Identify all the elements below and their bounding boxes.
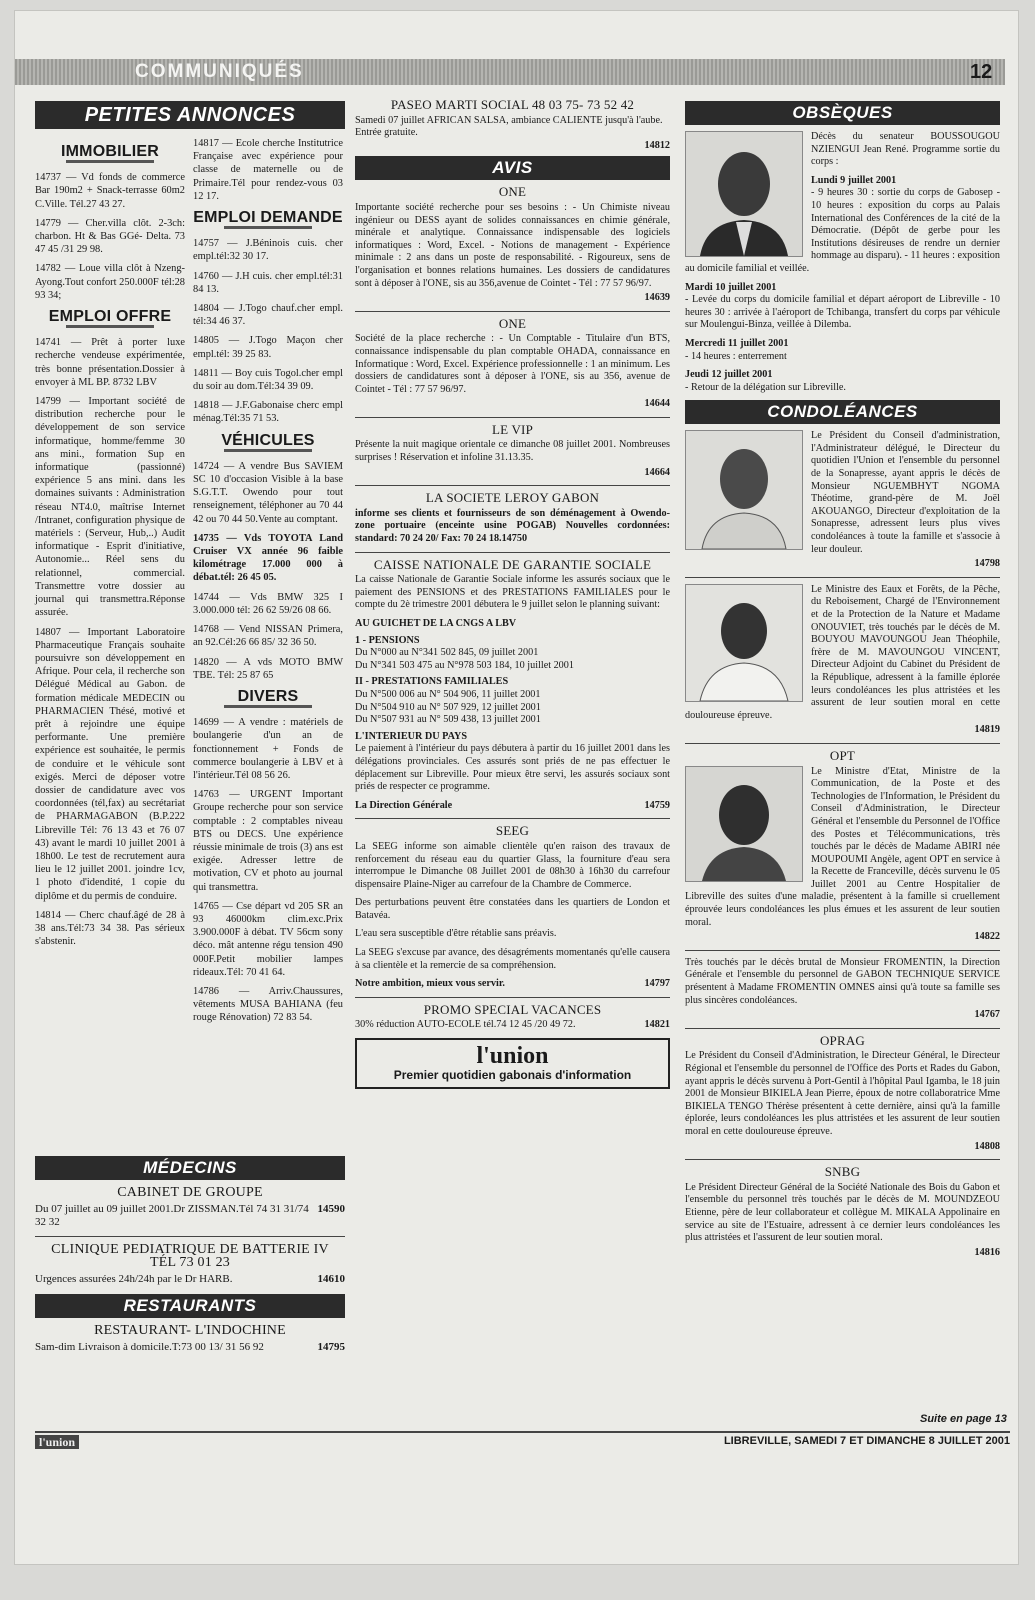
condoleance-text: Très touchés par le décès brutal de Monsieur FROMENTIN, la Direction Générale et l'ensemble du personnel de GABON TECHNIQUE SERVICE présentent à Madame FROMENTIN OMNES ainsi qu'à toute sa famille ses plus sincères condoléances. bbox=[685, 956, 1000, 1006]
one-text: Société de la place recherche : - Un Comptable - Titulaire d'un BTS, connaissance indispensable du plan comptable OHADA, connaissance en Informatique : Word, Excel. Expérience professionnelle : 1 an minimum. Les dossiers de candidatures sont à déposer à l'ONE, sis au 356, avenue de Cointet - Tél : 77 57 96/97. bbox=[355, 333, 670, 395]
cngs-pension-line: Du N°000 au N°341 502 845, 09 juillet 2001 bbox=[355, 647, 539, 659]
obseques-day-text: - Levée du corps du domicile familial et départ aéroport de Libreville - 10 heures 30 : arrivée à l'aéroport de Tchibanga, transfert du corps par véhicule sur Moulengui-Binza, veillée à Dilemba. bbox=[685, 294, 1000, 331]
promo-text: 30% réduction AUTO-ECOLE tél.74 12 45 /20 49 72. bbox=[355, 1019, 576, 1031]
clinique-text: Urgences assurées 24h/24h par le Dr HARB. bbox=[35, 1272, 233, 1285]
portrait-photo bbox=[685, 430, 803, 550]
cngs-interieur-text: Le paiement à l'intérieur du pays débutera à partir du 16 juillet 2001 dans les délégations provinciales. Ces assurés sont priés de ne pas effectuer le déplacement sur Libreville. Pour mieux être servi, les assurés sociaux sont priés de respecter ce programme. bbox=[355, 743, 670, 793]
cngs-sign: La Direction Générale bbox=[355, 799, 453, 811]
restaurants-header: RESTAURANTS bbox=[35, 1294, 345, 1318]
section-divider bbox=[66, 160, 154, 163]
restaurant-name: RESTAURANT- L'INDOCHINE bbox=[94, 1323, 286, 1338]
condoleance-text: Le Président Directeur Général de la Société Nationale des Bois du Gabon et l'ensemble du personnel très touchés par le décès de M. MOUNDZEOU Etienne, père de leur collaborateur et collègue M. MIKALA Appolinaire en service au site de l'Estuaire, adressent à ce dernier leurs condoléances les plus attristées et l'assurent de leur soutien moral. bbox=[685, 1181, 1000, 1244]
divider bbox=[355, 997, 670, 998]
obseques-day-text: - 14 heures : enterrement bbox=[685, 350, 787, 362]
obseques-intro: Décès du senateur BOUSSOUGOU NZIENGUI Jean René. Programme sortie du corps : bbox=[811, 131, 1000, 168]
seeg-text: La SEEG informe son aimable clientèle qu'en raison des travaux de renforcement du réseau eau du quartier Glass, la fourniture d'eau sera interrompue le Dimanche 08 Juillet 2001 de 08h30 à 16h30 du carrefour dispensaire Plaine-Niger au carrefour de la Chambre de Commerce. bbox=[355, 840, 670, 890]
column-b bbox=[193, 137, 343, 1031]
ad-ref: 14798 bbox=[974, 558, 1000, 570]
obseques-day: Mardi 10 juillet 2001 bbox=[685, 281, 777, 293]
ad-item: 14814 — Cherc chauf.âgé de 28 à 38 ans.Tél:73 34 38. Pas sérieux s'abstenir. bbox=[35, 909, 185, 948]
ad-item: 14763 — URGENT Important Groupe recherche pour son service comptable : 2 comptables niveau BTS ou DECS. Une expérience réussie minimale de trois (3) ans est exigée. Adresser lettre de motivation, CV et photo au journal qui transmettra. bbox=[193, 789, 343, 893]
seeg-text-3: L'eau sera susceptible d'être rétablie sans préavis. bbox=[355, 928, 557, 940]
column-a bbox=[35, 137, 185, 954]
divider bbox=[355, 485, 670, 486]
divider bbox=[355, 417, 670, 418]
seeg-sign: Notre ambition, mieux vous servir. bbox=[355, 978, 505, 990]
ad-ref: 14821 bbox=[644, 1019, 670, 1031]
divider bbox=[355, 311, 670, 312]
ad-item: 14818 — J.F.Gabonaise cherc empl ménag.Tél:35 71 53. bbox=[193, 400, 343, 425]
portrait-photo bbox=[685, 584, 803, 702]
obseques-day-text: - 9 heures 30 : sortie du corps de Gabosep - 10 heures : exposition du corps au Palais International des Conférences de la cité de la Démocratie. (Dépôt de gerbe pour les Institutions désireuses de rendre un dernier hommage au disparu). - 11 heures : exposition au domicile familial et veillée. bbox=[685, 187, 1000, 274]
obseques-day-text: - Retour de la délégation sur Libreville. bbox=[685, 381, 846, 393]
union-tagline: Premier quotidien gabonais d'information bbox=[393, 1068, 632, 1083]
ad-item: 14744 — Vds BMW 325 I 3.000.000 tél: 26 62 59/26 08 66. bbox=[193, 591, 343, 616]
seeg-text-2: Des perturbations peuvent être constatées dans les quartiers de London et Batavéa. bbox=[355, 897, 670, 921]
ad-item: 14699 — A vendre : matériels de boulangerie d'un an de fonctionnement + Fonds de commerce boulangerie à LBV et à l'intérieur.Tél 08 56 26. bbox=[193, 717, 343, 781]
condoleance-text: Le Président du Conseil d'Administration, le Directeur Général, le Directeur Régional et l'ensemble du personnel de l'Office des Ports et Rades du Gabon, ayant appris le décès survenu à Port-Gentil à l'hôpital Paul Igamba, le 18 juin 2001 de Monsieur BIKIELA Jean Pierre, époux de notre collaboratrice Mme BIKIELA TENGO Thérèse présentent à cette dernière, ainsi qu'à la famille éplorée, leurs condoléances les plus attristées et les assurent de leur soutien moral en cette douloureuse épreuve. bbox=[685, 1050, 1000, 1137]
condoleance-heading: OPT bbox=[829, 747, 856, 763]
one-heading: ONE bbox=[498, 315, 527, 331]
one-heading: ONE bbox=[498, 184, 527, 200]
ad-item: 14817 — Ecole cherche Institutrice Française avec expérience pour classe de maternelle ou de Primaire.Tél pour rendez-vous 03 12 17. bbox=[193, 138, 343, 202]
ad-ref: 14610 bbox=[317, 1272, 345, 1285]
ad-ref: 14812 bbox=[644, 139, 670, 151]
ad-item: 14724 — A vendre Bus SAVIEM SC 10 d'occasion Visible à la base S.G.T.T. Owendo pour tout renseignement, téléphoner au 70 44 42 ou 70 44 50.Vente au comptant. bbox=[193, 460, 343, 525]
ad-ref: 14808 bbox=[974, 1140, 1000, 1152]
ad-ref: 14822 bbox=[974, 931, 1000, 943]
obseques-day: Jeudi 12 juillet 2001 bbox=[685, 369, 773, 381]
medecins-block bbox=[35, 1156, 345, 1354]
section-divider bbox=[224, 226, 312, 229]
immobilier-heading: IMMOBILIER bbox=[61, 143, 159, 160]
cabinet-row bbox=[35, 1203, 345, 1230]
ad-ref: 14644 bbox=[644, 398, 670, 410]
leroy-text: informe ses clients et fournisseurs de son déménagement à Owendo- zone portuaire (enceinte usine POGAB) Nouvelles cordonnées: standard: 70 24 20/ Fax: 70 24 18.14750 bbox=[355, 507, 670, 545]
paseo-title: PASEO MARTI SOCIAL 48 03 75- 73 52 42 bbox=[390, 97, 635, 112]
ad-item: 14737 — Vd fonds de commerce Bar 190m2 + Snack-terrasse 60m2 C.Ville. Tél.27 43 27. bbox=[35, 172, 185, 210]
section-divider bbox=[66, 325, 154, 328]
divider bbox=[685, 577, 1000, 578]
continued-on-page: Suite en page 13 bbox=[920, 1413, 1007, 1425]
clinique-name: CLINIQUE PEDIATRIQUE DE BATTERIE IV bbox=[51, 1241, 329, 1257]
union-logo: l'union bbox=[476, 1043, 549, 1070]
seeg-heading: SEEG bbox=[495, 823, 530, 839]
divider bbox=[355, 818, 670, 819]
seeg-text-4: La SEEG s'excuse par avance, des désagréments momentanés qu'elle causera à sa clientèle et la remercie de sa compréhension. bbox=[355, 947, 670, 971]
ad-ref: 14797 bbox=[644, 978, 670, 990]
divider bbox=[685, 950, 1000, 951]
divider bbox=[685, 743, 1000, 744]
ad-item: 14786 — Arriv.Chaussures, vêtements MUSA BAHIANA (feu rouge Rénovation) 72 83 54. bbox=[193, 985, 343, 1024]
ad-item: 14741 — Prêt à porter luxe recherche vendeuse expérimentée, très bonne présentation.Dossier à envoyer à ML BP. 8732 LBV bbox=[35, 337, 185, 388]
column-d bbox=[685, 101, 1000, 1259]
cngs-prest-heading: II - PRESTATIONS FAMILIALES bbox=[355, 676, 509, 688]
ad-item: 14779 — Cher.villa clôt. 2-3ch: charbon. Ht & Bas GGé- Delta. 73 47 45 /31 29 98. bbox=[35, 217, 185, 256]
portrait-photo bbox=[685, 131, 803, 257]
ad-item: 14760 — J.H cuis. cher empl.tél:31 84 13. bbox=[193, 270, 343, 295]
promo-heading: PROMO SPECIAL VACANCES bbox=[423, 1001, 602, 1017]
divers-heading: DIVERS bbox=[237, 687, 299, 705]
petites-annonces-header: PETITES ANNONCES bbox=[35, 101, 345, 129]
divider bbox=[355, 552, 670, 553]
footer-dateline: LIBREVILLE, SAMEDI 7 ET DIMANCHE 8 JUILLET 2001 bbox=[723, 1435, 1010, 1447]
vehicules-heading: VÉHICULES bbox=[221, 431, 315, 449]
ad-item: 14799 — Important société de distribution recherche pour le développement de son service informatique, homme/femme 30 ans mini., formation Sup en informatique (passionné) expérience 5 ans mini. dans les domaines suivants : Administration réseau NT4.0, maîtrise Internet /Intranet, configuration physique de matériels : (Serveur, Hub,..) Audit informatique - Esprit d'initiative, Autonomie... Réel sens du relationnel, commercial. Transmettre votre dossier au journal qui transmettra.Réponse assurée. bbox=[35, 396, 185, 619]
ad-item: 14735 — Vds TOYOTA Land Cruiser VX année 96 faible kilométrage 17.000 000 à débat.tél: 26 45 05. bbox=[193, 532, 343, 584]
condoleance-heading: SNBG bbox=[824, 1164, 861, 1180]
ad-item: 14757 — J.Béninois cuis. cher empl.tél:32 30 17. bbox=[193, 238, 343, 263]
restaurant-row bbox=[35, 1341, 345, 1355]
condoleances-header: CONDOLÉANCES bbox=[685, 400, 1000, 424]
divider bbox=[685, 1159, 1000, 1160]
condoleance-text: Le Ministre des Eaux et Forêts, de la Pêche, du Reboisement, Chargé de l'Environnement et de la Protection de la Nature et Madame ONOUVIET, très touchés par le décès de M. BOUYOU MAVOUNGOU Jean Théophile, frère de M. MAVOUNGOU VINCENT, Directeur Adjoint du Cabinet du Président de la République, adressent à la famille éplorée leurs condoléances les plus attristées et les assurent de leur soutien moral en cette douloureuse épreuve. bbox=[685, 583, 1000, 721]
divider bbox=[35, 1236, 345, 1237]
ad-item: 14820 — A vds MOTO BMW TBE. Tél: 25 87 65 bbox=[193, 656, 343, 681]
vip-heading: LE VIP bbox=[491, 421, 534, 437]
cngs-pensions-heading: 1 - PENSIONS bbox=[355, 634, 420, 646]
ad-ref: 14816 bbox=[974, 1246, 1000, 1258]
ad-item: 14805 — J.Togo Maçon cher empl.tél: 39 25 83. bbox=[193, 335, 343, 360]
portrait-photo bbox=[685, 766, 803, 882]
ad-ref: 14664 bbox=[644, 466, 670, 478]
cngs-prest-line: Du N°500 006 au N° 504 906, 11 juillet 2001 bbox=[355, 688, 541, 700]
restaurant-text: Sam-dim Livraison à domicile.T:73 00 13/ 31 56 92 bbox=[35, 1340, 264, 1353]
ad-item: 14804 — J.Togo chauf.cher empl. tél:34 46 37. bbox=[193, 303, 343, 328]
condoleance-text: Le Président du Conseil d'administration, l'Administrateur délégué, le Directeur du quotidien l'Union et l'ensemble du personnel de la Sonapresse, ayant appris le décès de Monsieur NGUEMBHYT NGOMA Théotime, grand-père de M. Joël AKOUANGO, Directeur d'exploitation de la Sonapresse, adressent leurs plus vives condoléances à toute la famille et s'associe à leur douleur. bbox=[811, 430, 1000, 555]
obseques-day: Mercredi 11 juillet 2001 bbox=[685, 337, 789, 349]
emploi-demande-heading: EMPLOI DEMANDE bbox=[193, 209, 343, 227]
section-title: COMMUNIQUÉS bbox=[135, 61, 304, 82]
clinique-row bbox=[35, 1273, 345, 1287]
condoleance-item bbox=[685, 584, 1000, 737]
condoleance-item bbox=[685, 747, 1000, 944]
page-number: 12 bbox=[970, 61, 993, 83]
section-header-bar bbox=[15, 59, 1005, 85]
footer-logo: l'union bbox=[35, 1435, 79, 1449]
medecins-header: MÉDECINS bbox=[35, 1156, 345, 1180]
ad-item: 14765 — Cse départ vd 205 SR an 93 46000km clim.exc.Prix 3.900.000F à débat. TV 56cm sony déco. mât antenne régu tension 490 000F.Petit mobilier lampes rideaux.Tél: 70 41 64. bbox=[193, 900, 343, 978]
union-logo-box bbox=[355, 1038, 670, 1089]
ad-ref: 14819 bbox=[974, 724, 1000, 736]
section-divider bbox=[224, 449, 312, 452]
page-footer bbox=[35, 1431, 1010, 1447]
ad-ref: 14795 bbox=[317, 1340, 345, 1353]
condoleance-item bbox=[685, 957, 1000, 1022]
ad-ref: 14639 bbox=[644, 292, 670, 304]
ad-ref: 14759 bbox=[644, 799, 670, 811]
condoleance-item bbox=[685, 430, 1000, 571]
clinique-tel: TÉL 73 01 23 bbox=[149, 1255, 231, 1270]
paseo-text: Samedi 07 juillet AFRICAN SALSA, ambiance CALIENTE jusqu'à l'aube. Entrée gratuite. bbox=[355, 114, 663, 139]
ad-item: 14807 — Important Laboratoire Pharmaceutique Français souhaite poursuivre son développement en Afrique. Pour cela, il recherche son Délégué Médical au Gabon. de formation médicale MEDECIN ou PHARMACIEN Thésé, motivé et prêt à rejoindre une équipe performante. Une première expérience est souhaitée, le permis de conduire et le véhicule sont exigés. Merci de déposer votre dossier de candidature avec vos coordonnées (tél,fax) au secrétariat de PHARMAGABON (B.P.222 Libreville Tél: 76 13 43 et 76 07 43) avant le mardi 10 juillet 2001 à 18h00. Le test de recrutement aura lieu le 12 juillet 2001. joindre 1cv, 1 photo d'idendité, 1 copie du diplôme et du permis de conduire. bbox=[35, 626, 185, 902]
cabinet-text: Du 07 juillet au 09 juillet 2001.Dr ZISSMAN.Tél 74 31 31/74 32 32 bbox=[35, 1202, 309, 1228]
avis-header: AVIS bbox=[355, 156, 670, 180]
condoleance-text: Le Ministre d'Etat, Ministre de la Communication, de la Poste et des Technologies de l'Information, le Président du Conseil d'Administration, le Directeur Général et l'ensemble du Personnel de l'Office des Postes et Télécommunications, très touchés par le décès de Madame ABIRI née MOUPOUMI Angèle, agent OPT en service à la Recette de Franceville, décès survenu le 05 Juillet 2001 au Centre Hospitalier de Libreville des suites d'une maladie, présentent à la famille si cruellement éprouvée leurs condoléances les plus émues et les assurent de leur soutien moral. bbox=[685, 765, 1000, 928]
ad-ref: 14590 bbox=[317, 1202, 345, 1215]
one-text: Importante société recherche pour ses besoins : - Un Chimiste niveau ingénieur ou DESS ayant de solides connaissances en chimie générale, minérale et analytique. Connaissance indispensable des logiciels informatiques : Word, Excel. - Notions de management - Expérience minimale : 2 ans dans un poste de responsabilité. - Rigoureux, sens de l'organisation et bonnes relations humaines. Les dossiers de candidatures sont à déposer à l'ONE, sis au 356,avenue de Cointet - Tél : 77 57 96/97. bbox=[355, 201, 670, 289]
divider bbox=[685, 1028, 1000, 1029]
emploi-offre-heading: EMPLOI OFFRE bbox=[48, 308, 172, 326]
obseques-header: OBSÈQUES bbox=[685, 101, 1000, 125]
condoleance-item bbox=[685, 1166, 1000, 1259]
ad-item: 14768 — Vend NISSAN Primera, an 92.Cél:26 66 85/ 32 36 50. bbox=[193, 624, 343, 649]
cngs-intro: La caisse Nationale de Garantie Sociale informe les assurés sociaux que le paiement des PENSIONS et des PRESTATIONS FAMILIALES pour le compte du 2è trimestre 2001 débutera le 9 juillet selon le planning suivant: bbox=[355, 574, 670, 611]
cngs-pension-line: Du N°341 503 475 au N°978 503 184, 10 juillet 2001 bbox=[355, 659, 574, 671]
condoleance-heading: OPRAG bbox=[819, 1032, 866, 1048]
cngs-heading: CAISSE NATIONALE DE GARANTIE SOCIALE bbox=[373, 556, 652, 572]
section-divider bbox=[224, 705, 312, 708]
ad-item: 14782 — Loue villa clôt à Nzeng-Ayong.Tout confort 250.000F tél:28 93 34; bbox=[35, 263, 185, 301]
cabinet-name: CABINET DE GROUPE bbox=[117, 1185, 263, 1200]
leroy-heading: LA SOCIETE LEROY GABON bbox=[425, 490, 600, 506]
newspaper-page bbox=[14, 10, 1019, 1565]
ad-ref: 14767 bbox=[974, 1009, 1000, 1021]
cngs-prest-line: Du N°504 910 au N° 507 929, 12 juillet 2001 bbox=[355, 701, 541, 713]
column-c bbox=[355, 99, 670, 1089]
cngs-guichet: AU GUICHET DE LA CNGS A LBV bbox=[355, 618, 517, 629]
condoleance-item bbox=[685, 1032, 1000, 1153]
obseques-day: Lundi 9 juillet 2001 bbox=[811, 174, 897, 186]
ad-item: 14811 — Boy cuis Togol.cher empl du soir au dom.Tél:34 39 09. bbox=[193, 367, 343, 393]
cngs-prest-line: Du N°507 931 au N° 509 438, 13 juillet 2001 bbox=[355, 714, 541, 726]
cngs-interieur-heading: L'INTERIEUR DU PAYS bbox=[355, 730, 468, 742]
vip-text: Présente la nuit magique orientale ce dimanche 08 juillet 2001. Nombreuses surprises ! Réservation et infoline 31.13.35. bbox=[355, 439, 670, 464]
